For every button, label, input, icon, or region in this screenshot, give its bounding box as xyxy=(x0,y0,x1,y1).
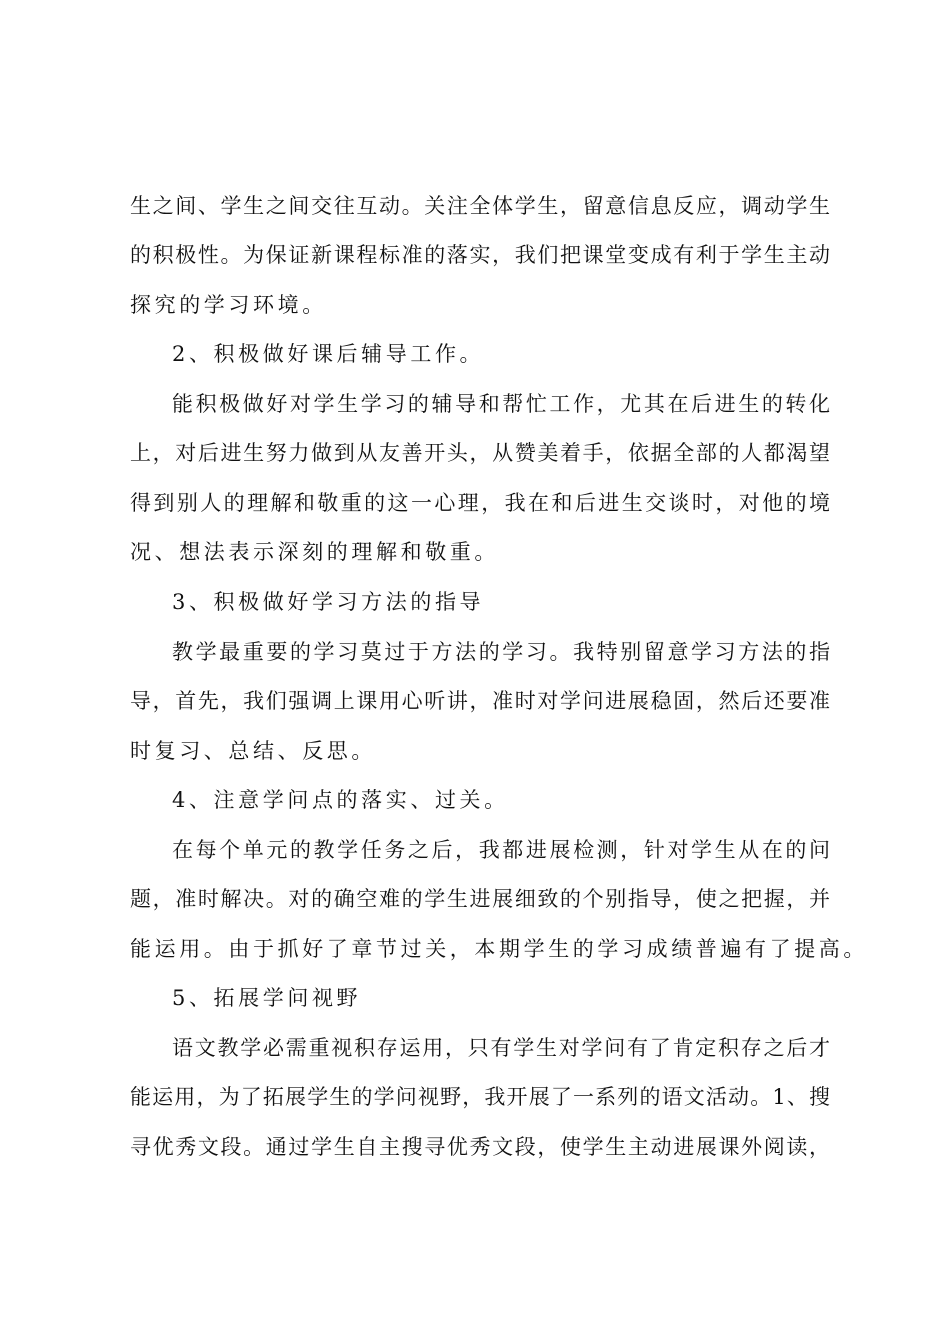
text-line: 时复习、总结、反思。 xyxy=(130,739,376,763)
section-heading: 4、注意学问点的落实、过关。 xyxy=(172,788,509,812)
section-heading: 2、积极做好课后辅导工作。 xyxy=(172,342,485,366)
text-line: 寻优秀文段。通过学生自主搜寻优秀文段，使学生主动进展课外阅读， xyxy=(130,1135,830,1159)
text-line: 能运用。由于抓好了章节过关，本期学生的学习成绩普遍有了提高。 xyxy=(130,937,868,961)
section-heading: 3、积极做好学习方法的指导 xyxy=(172,590,485,614)
text-line: 在每个单元的教学任务之后，我都进展检测，针对学生从在的问 xyxy=(172,838,830,862)
text-line: 况、想法表示深刻的理解和敬重。 xyxy=(130,540,499,564)
text-line: 教学最重要的学习莫过于方法的学习。我特别留意学习方法的指 xyxy=(172,640,830,664)
text-line: 导，首先，我们强调上课用心听讲，准时对学问进展稳固，然后还要准 xyxy=(130,689,830,713)
text-line: 得到别人的理解和敬重的这一心理，我在和后进生交谈时，对他的境 xyxy=(130,491,830,515)
text-line: 能积极做好对学生学习的辅导和帮忙工作，尤其在后进生的转化 xyxy=(172,392,830,416)
text-line: 生之间、学生之间交往互动。关注全体学生，留意信息反应，调动学生 xyxy=(130,194,830,218)
text-line: 上，对后进生努力做到从友善开头，从赞美着手，依据全部的人都渴望 xyxy=(130,441,830,465)
text-line: 题，准时解决。对的确空难的学生进展细致的个别指导，使之把握，并 xyxy=(130,887,830,911)
text-line: 语文教学必需重视积存运用，只有学生对学问有了肯定积存之后才 xyxy=(172,1036,830,1060)
text-line: 的积极性。为保证新课程标准的落实，我们把课堂变成有利于学生主动 xyxy=(130,243,830,267)
section-heading: 5、拓展学问视野 xyxy=(172,986,362,1010)
text-line: 能运用，为了拓展学生的学问视野，我开展了一系列的语文活动。1、搜 xyxy=(130,1085,830,1109)
text-line: 探究的学习环境。 xyxy=(130,293,327,317)
